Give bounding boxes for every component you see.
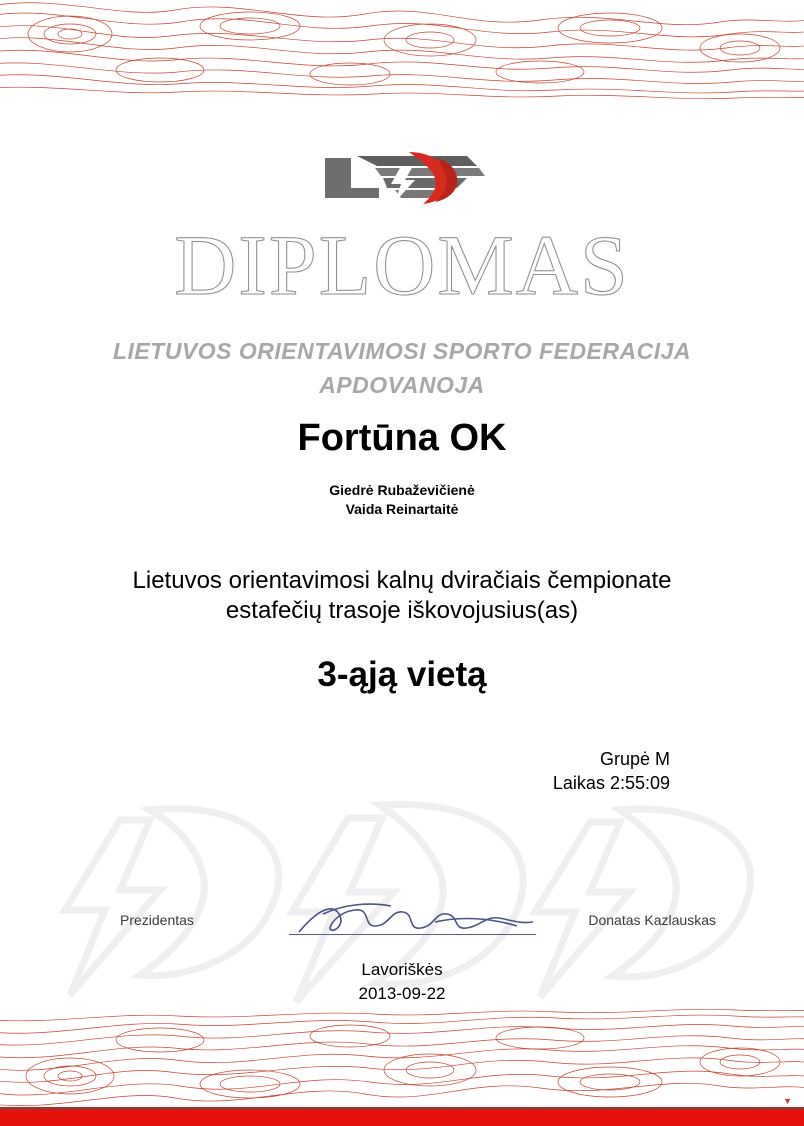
bottom-accent-bar <box>0 1110 804 1126</box>
losf-logo <box>0 148 804 213</box>
federation-line-1: LIETUVOS ORIENTAVIMOSI SPORTO FEDERACIJA <box>112 338 692 364</box>
award-place: 3-ąją vietą <box>317 655 487 694</box>
signature-role: Prezidentas <box>120 912 194 928</box>
member-name: Giedrė Rubaževičienė <box>329 482 475 498</box>
corner-marker: ▼ <box>783 1096 792 1106</box>
location-label: Lavoriškės <box>361 960 443 979</box>
federation-line-2: APDOVANOJA <box>319 372 485 398</box>
group-label: Grupė M <box>599 749 670 769</box>
document-title: DIPLOMAS <box>174 217 630 313</box>
event-description-line: estafečių trasoje iškovojusius(as) <box>225 597 579 624</box>
event-description <box>0 566 804 626</box>
place-and-date <box>0 958 804 1006</box>
recipient-club-name: Fortūna OK <box>297 417 507 459</box>
signature-row <box>0 912 804 942</box>
signature-name: Donatas Kazlauskas <box>588 912 716 928</box>
member-name: Vaida Reinartaitė <box>345 501 459 517</box>
recipient-members <box>0 481 804 519</box>
date-label: 2013-09-22 <box>358 984 446 1003</box>
topographic-border-bottom <box>0 1000 804 1110</box>
time-label: Laikas 2:55:09 <box>552 773 670 793</box>
signature-scribble <box>285 900 545 940</box>
event-description-line: Lietuvos orientavimosi kalnų dviračiais čempionate <box>132 567 672 594</box>
topographic-border-top <box>0 0 804 100</box>
result-details <box>553 747 670 795</box>
